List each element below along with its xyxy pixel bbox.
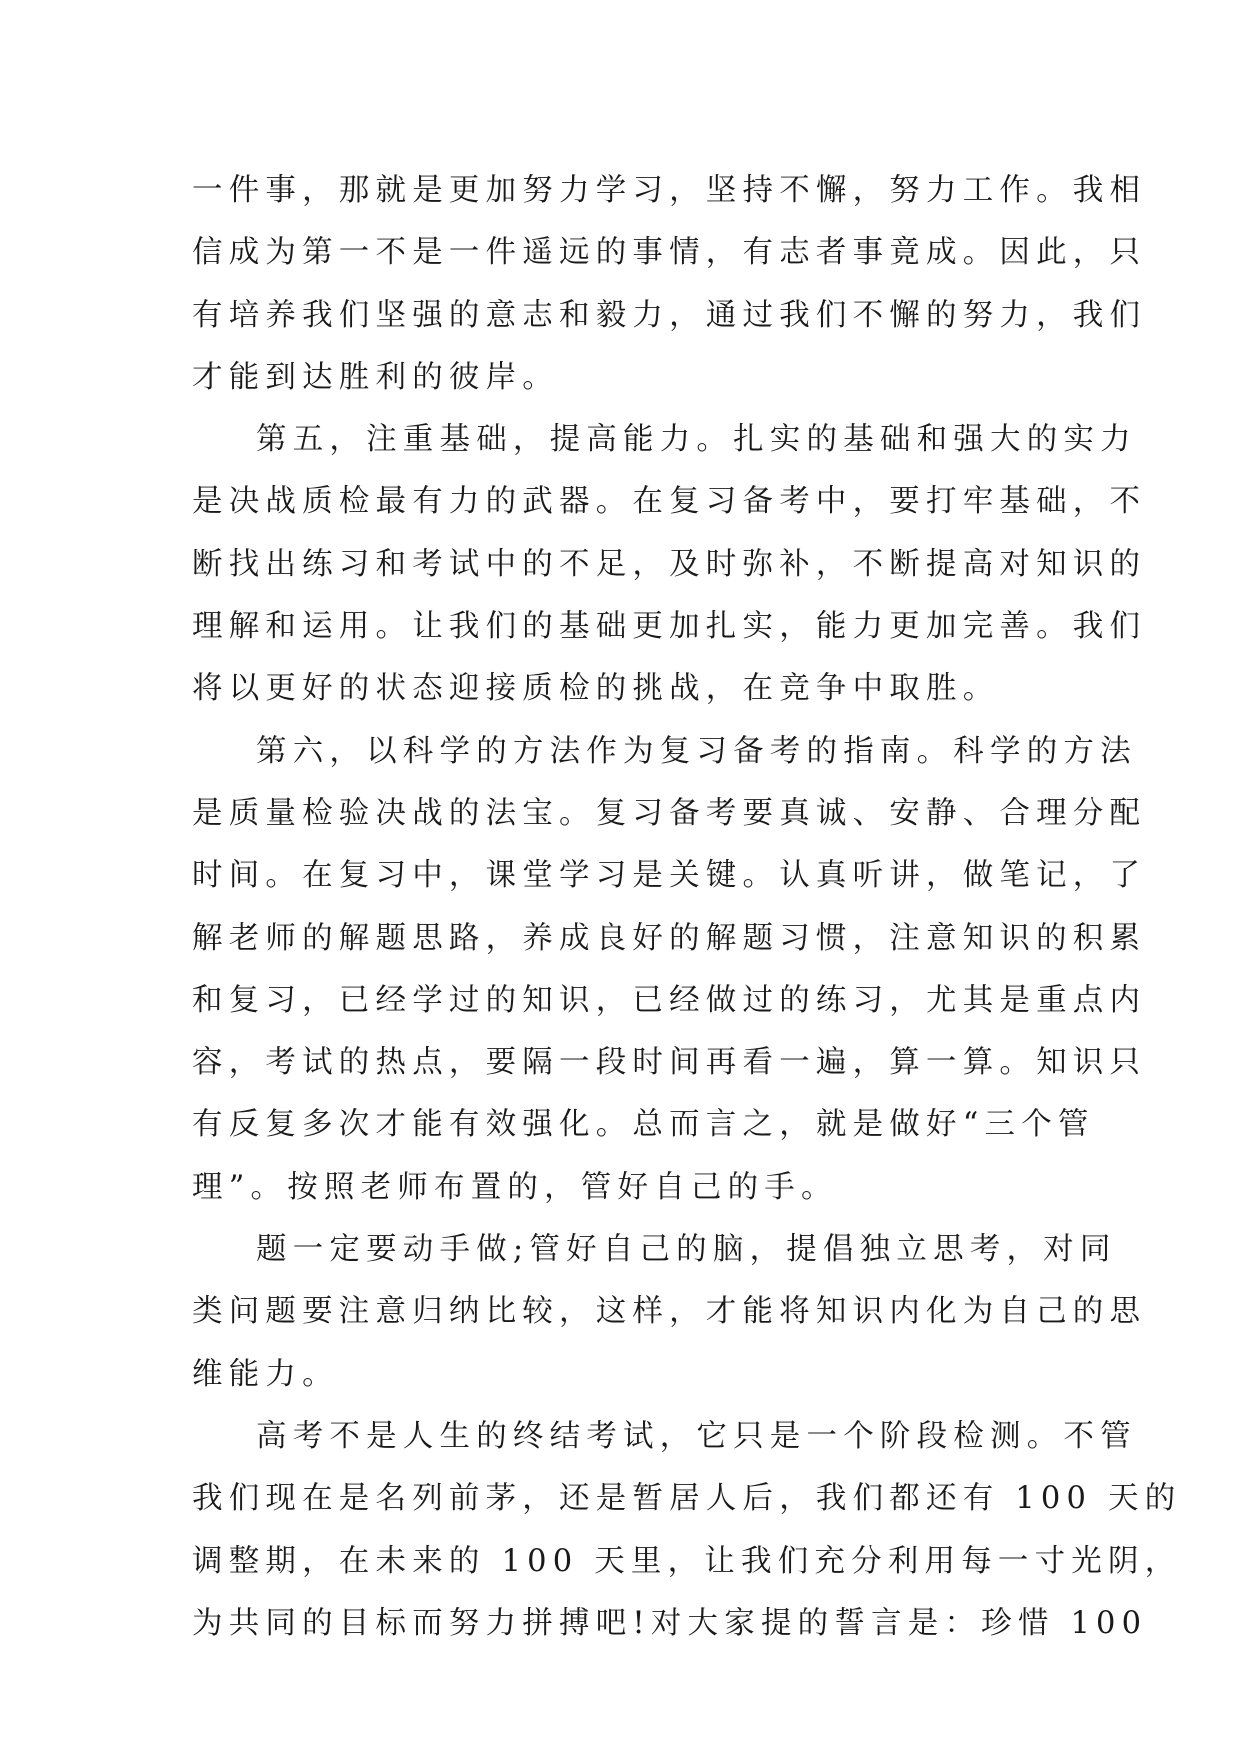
- text-line: 理”。按照老师布置的，管好自己的手。: [192, 1169, 838, 1205]
- text-line: 我们现在是名列前茅，还是暂居人后，我们都还有 100 天的: [192, 1481, 1182, 1517]
- text-line: 断找出练习和考试中的不足，及时弥补，不断提高对知识的: [192, 546, 1147, 582]
- paragraph-1: [192, 160, 1147, 409]
- paragraph-5: [192, 1406, 1182, 1655]
- text-line: 调整期，在未来的 100 天里，让我们充分利用每一寸光阴，: [192, 1543, 1182, 1579]
- text-line: 第六，以科学的方法作为复习备考的指南。科学的方法: [256, 733, 1137, 769]
- text-line: 是决战质检最有力的武器。在复习备考中，要打牢基础，不: [192, 484, 1147, 520]
- text-line: 类问题要注意归纳比较，这样，才能将知识内化为自己的思: [192, 1294, 1147, 1330]
- text-line: 一件事，那就是更加努力学习，坚持不懈，努力工作。我相: [192, 173, 1147, 208]
- text-line: 和复习，已经学过的知识，已经做过的练习，尤其是重点内: [192, 982, 1147, 1018]
- text-line: 是质量检验决战的法宝。复习备考要真诚、安静、合理分配: [192, 795, 1147, 831]
- text-line: 为共同的目标而努力拼搏吧!对大家提的誓言是：珍惜 100: [192, 1605, 1148, 1641]
- text-line: 维能力。: [192, 1356, 339, 1392]
- document-body: [192, 160, 1182, 1655]
- text-line: 理解和运用。让我们的基础更加扎实，能力更加完善。我们: [192, 609, 1147, 645]
- text-line: 题一定要动手做;管好自己的脑，提倡独立思考，对同: [256, 1232, 1117, 1268]
- text-line: 将以更好的状态迎接质检的挑战，在竞争中取胜。: [192, 671, 1000, 707]
- text-line: 有培养我们坚强的意志和毅力，通过我们不懈的努力，我们: [192, 297, 1147, 333]
- text-line: 有反复多次才能有效强化。总而言之，就是做好“三个管: [192, 1107, 1095, 1143]
- text-line: 第五，注重基础，提高能力。扎实的基础和强大的实力: [256, 422, 1137, 458]
- paragraph-2: [192, 409, 1147, 720]
- text-line: 容，考试的热点，要隔一段时间再看一遍，算一算。知识只: [192, 1045, 1147, 1081]
- text-line: 解老师的解题思路，养成良好的解题习惯，注意知识的积累: [192, 920, 1147, 956]
- paragraph-3: [192, 721, 1147, 1219]
- text-line: 时间。在复习中，课堂学习是关键。认真听讲，做笔记，了: [192, 858, 1147, 894]
- paragraph-4: [192, 1219, 1147, 1406]
- text-line: 才能到达胜利的彼岸。: [192, 359, 559, 395]
- text-line: 高考不是人生的终结考试，它只是一个阶段检测。不管: [256, 1418, 1137, 1454]
- text-line: 信成为第一不是一件遥远的事情，有志者事竟成。因此，只: [192, 235, 1147, 271]
